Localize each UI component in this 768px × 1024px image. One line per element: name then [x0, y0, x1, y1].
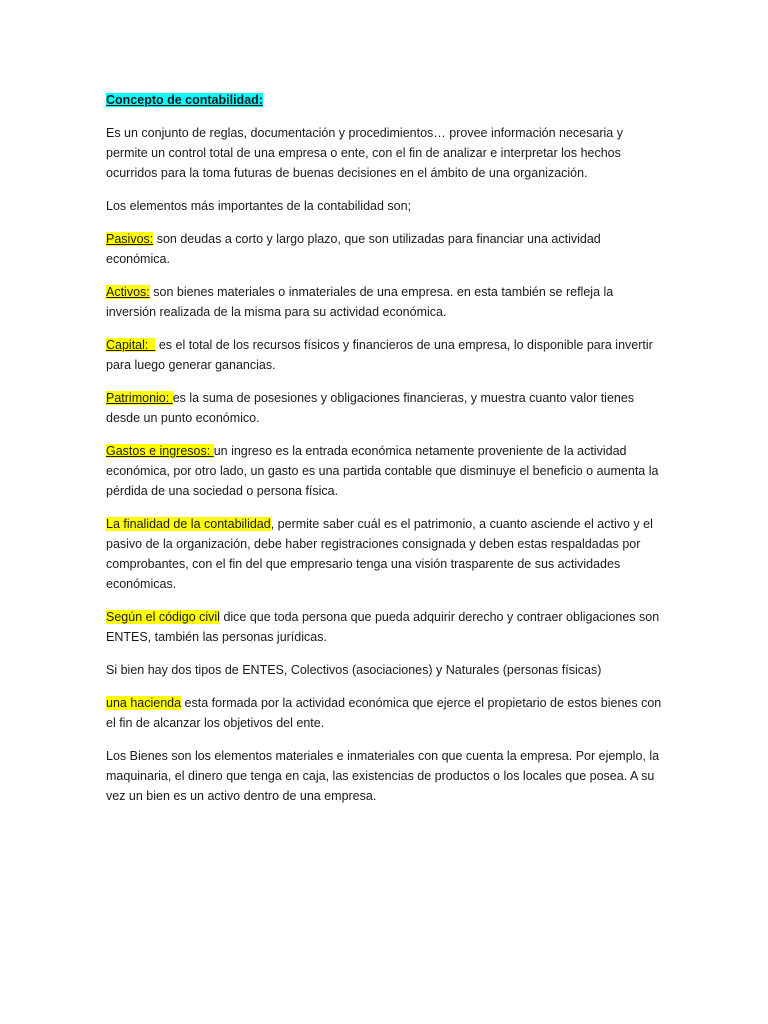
intro-paragraph: Es un conjunto de reglas, documentación y procedimientos… provee información necesaria y permite un control total de una empresa o ente, con el fin de analizar e interpretar los hechos ocurridos para la toma futuras de buenas decisiones en el ámbito de una organización.: [106, 126, 623, 180]
term-text: es la suma de posesiones y obligaciones financieras, y muestra cuanto valor tienes desde un punto económico.: [106, 391, 635, 425]
term-text: un ingreso es la entrada económica netamente proveniente de la actividad económica, por otro lado, un gasto es una partida contable que disminuye el beneficio o aumenta la pérdida de una sociedad o persona física.: [106, 444, 659, 498]
hacienda-term: una hacienda: [106, 696, 182, 710]
hacienda-text: esta formada por la actividad económica que ejerce el propietario de estos bienes con el fin de alcanzar los objetivos del ente.: [106, 696, 662, 730]
finalidad-text: , permite saber cuál es el patrimonio, a cuanto asciende el activo y el pasivo de la organización, debe haber registraciones consignada y deben estas respaldadas por comprobantes, con el fin del que empresario tenga una visión trasparente de sus actividades económicas.: [106, 517, 653, 591]
term-text: son deudas a corto y largo plazo, que son utilizadas para financiar una actividad económica.: [106, 232, 601, 266]
codigo-term: Según el código civil: [106, 610, 220, 624]
term-activos: [106, 282, 662, 322]
term-capital: [106, 335, 662, 375]
finalidad-term: La finalidad de la contabilidad: [106, 517, 271, 531]
codigo-civil-paragraph: [106, 607, 662, 647]
term-text: son bienes materiales o inmateriales de una empresa. en esta también se refleja la inversión realizada de la misma para su actividad económica.: [106, 285, 614, 319]
term-label: Capital:: [106, 338, 156, 352]
term-label: Gastos e ingresos:: [106, 444, 214, 458]
term-pasivos: [106, 229, 662, 269]
term-gastos-ingresos: [106, 441, 662, 501]
title-paragraph: [106, 90, 662, 110]
term-label: Pasivos:: [106, 232, 154, 246]
term-patrimonio: [106, 388, 662, 428]
hacienda-paragraph: [106, 693, 662, 733]
codigo-text: dice que toda persona que pueda adquirir derecho y contraer obligaciones son ENTES, también las personas jurídicas.: [106, 610, 660, 644]
bienes-paragraph: Los Bienes son los elementos materiales e inmateriales con que cuenta la empresa. Por ejemplo, la maquinaria, el dinero que tenga en caja, las existencias de productos o los locales que posea. A su vez un bien es un activo dentro de una empresa.: [106, 749, 660, 803]
term-text: es el total de los recursos físicos y financieros de una empresa, lo disponible para invertir para luego generar ganancias.: [106, 338, 653, 372]
finalidad-paragraph: [106, 514, 662, 594]
page-title: Concepto de contabilidad:: [106, 93, 263, 107]
tipos-entes-paragraph: Si bien hay dos tipos de ENTES, Colectivos (asociaciones) y Naturales (personas físicas): [106, 663, 602, 677]
term-label: Activos:: [106, 285, 150, 299]
term-label: Patrimonio:: [106, 391, 173, 405]
elements-heading: Los elementos más importantes de la contabilidad son;: [106, 199, 412, 213]
